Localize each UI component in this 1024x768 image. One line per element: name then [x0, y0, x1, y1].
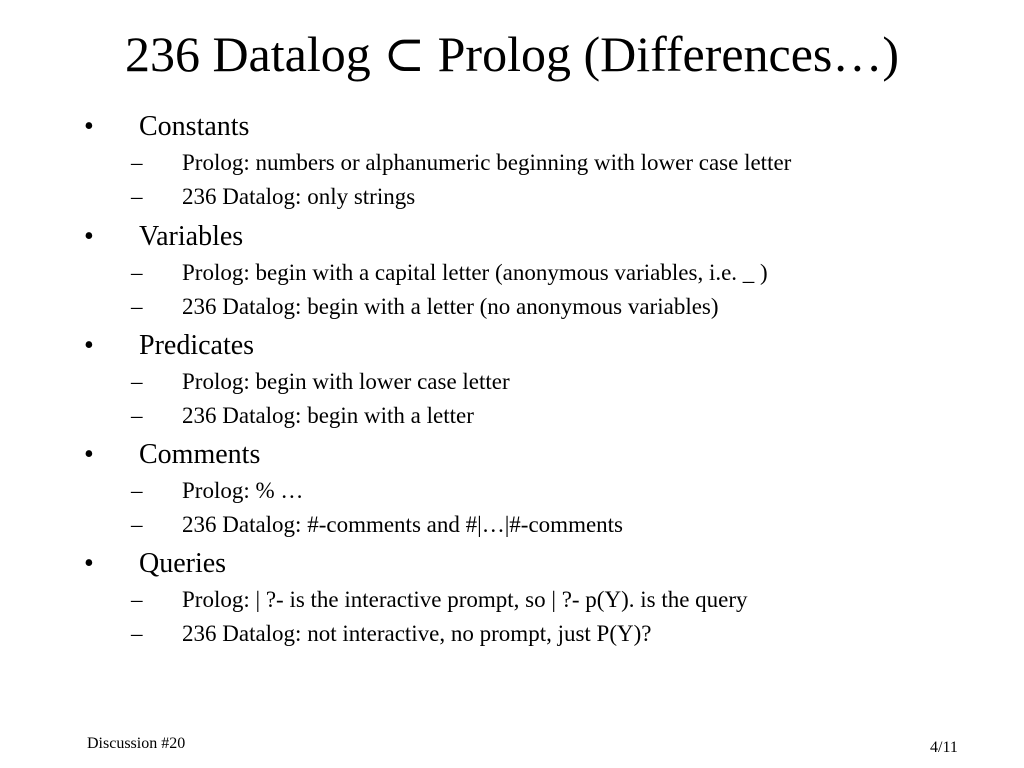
bullet-heading: Constants [139, 111, 250, 142]
sub-item-text: 236 Datalog: #-comments and #|…|#-comments [182, 512, 624, 537]
dash-icon: – [131, 512, 143, 537]
dash-icon: – [131, 478, 143, 503]
sub-item [0, 256, 1024, 290]
dash-icon: – [131, 403, 143, 428]
sub-item [0, 365, 1024, 399]
sub-item-text: 236 Datalog: begin with a letter [182, 403, 474, 428]
bullet-item [0, 436, 1024, 474]
section-variables [0, 218, 1024, 324]
sub-item [0, 146, 1024, 180]
dash-icon: – [131, 184, 143, 209]
page-number: 4/11 [930, 739, 958, 756]
dash-icon: – [131, 294, 143, 319]
sub-item-text: Prolog: begin with a capital letter (anonymous variables, i.e. _ ) [182, 260, 768, 285]
sub-item [0, 180, 1024, 214]
section-predicates [0, 327, 1024, 433]
sub-item-text: 236 Datalog: begin with a letter (no anonymous variables) [182, 294, 719, 319]
bullet-heading: Queries [139, 548, 227, 579]
dash-icon: – [131, 150, 143, 175]
bullet-item [0, 545, 1024, 583]
sub-item-text: 236 Datalog: only strings [182, 184, 416, 209]
section-queries [0, 545, 1024, 651]
sub-item [0, 290, 1024, 324]
dash-icon: – [131, 621, 143, 646]
bullet-item [0, 218, 1024, 256]
bullet-heading: Variables [139, 221, 244, 252]
sub-item [0, 617, 1024, 651]
section-comments [0, 436, 1024, 542]
sub-item-text: Prolog: numbers or alphanumeric beginning with lower case letter [182, 150, 792, 175]
dash-icon: – [131, 260, 143, 285]
sub-item-text: 236 Datalog: not interactive, no prompt, just P(Y)? [182, 621, 652, 646]
bullet-dot-icon: • [84, 111, 94, 142]
sub-item [0, 583, 1024, 617]
dash-icon: – [131, 369, 143, 394]
bullet-dot-icon: • [84, 221, 94, 252]
dash-icon: – [131, 587, 143, 612]
section-constants [0, 108, 1024, 214]
bullet-dot-icon: • [84, 330, 94, 361]
sub-item [0, 474, 1024, 508]
bullet-heading: Predicates [139, 330, 255, 361]
sub-item [0, 399, 1024, 433]
sub-item-text: Prolog: % … [182, 478, 304, 503]
bullet-dot-icon: • [84, 548, 94, 579]
sub-item-text: Prolog: | ?- is the interactive prompt, so | ?- p(Y). is the query [182, 587, 748, 612]
sub-item-text: Prolog: begin with lower case letter [182, 369, 510, 394]
bullet-dot-icon: • [84, 439, 94, 470]
footer-label: Discussion #20 [87, 735, 186, 752]
sub-item [0, 508, 1024, 542]
slide-title: 236 Datalog ⊂ Prolog (Differences…) [124, 26, 900, 82]
bullet-item [0, 327, 1024, 365]
bullet-heading: Comments [139, 439, 261, 470]
bullet-item [0, 108, 1024, 146]
